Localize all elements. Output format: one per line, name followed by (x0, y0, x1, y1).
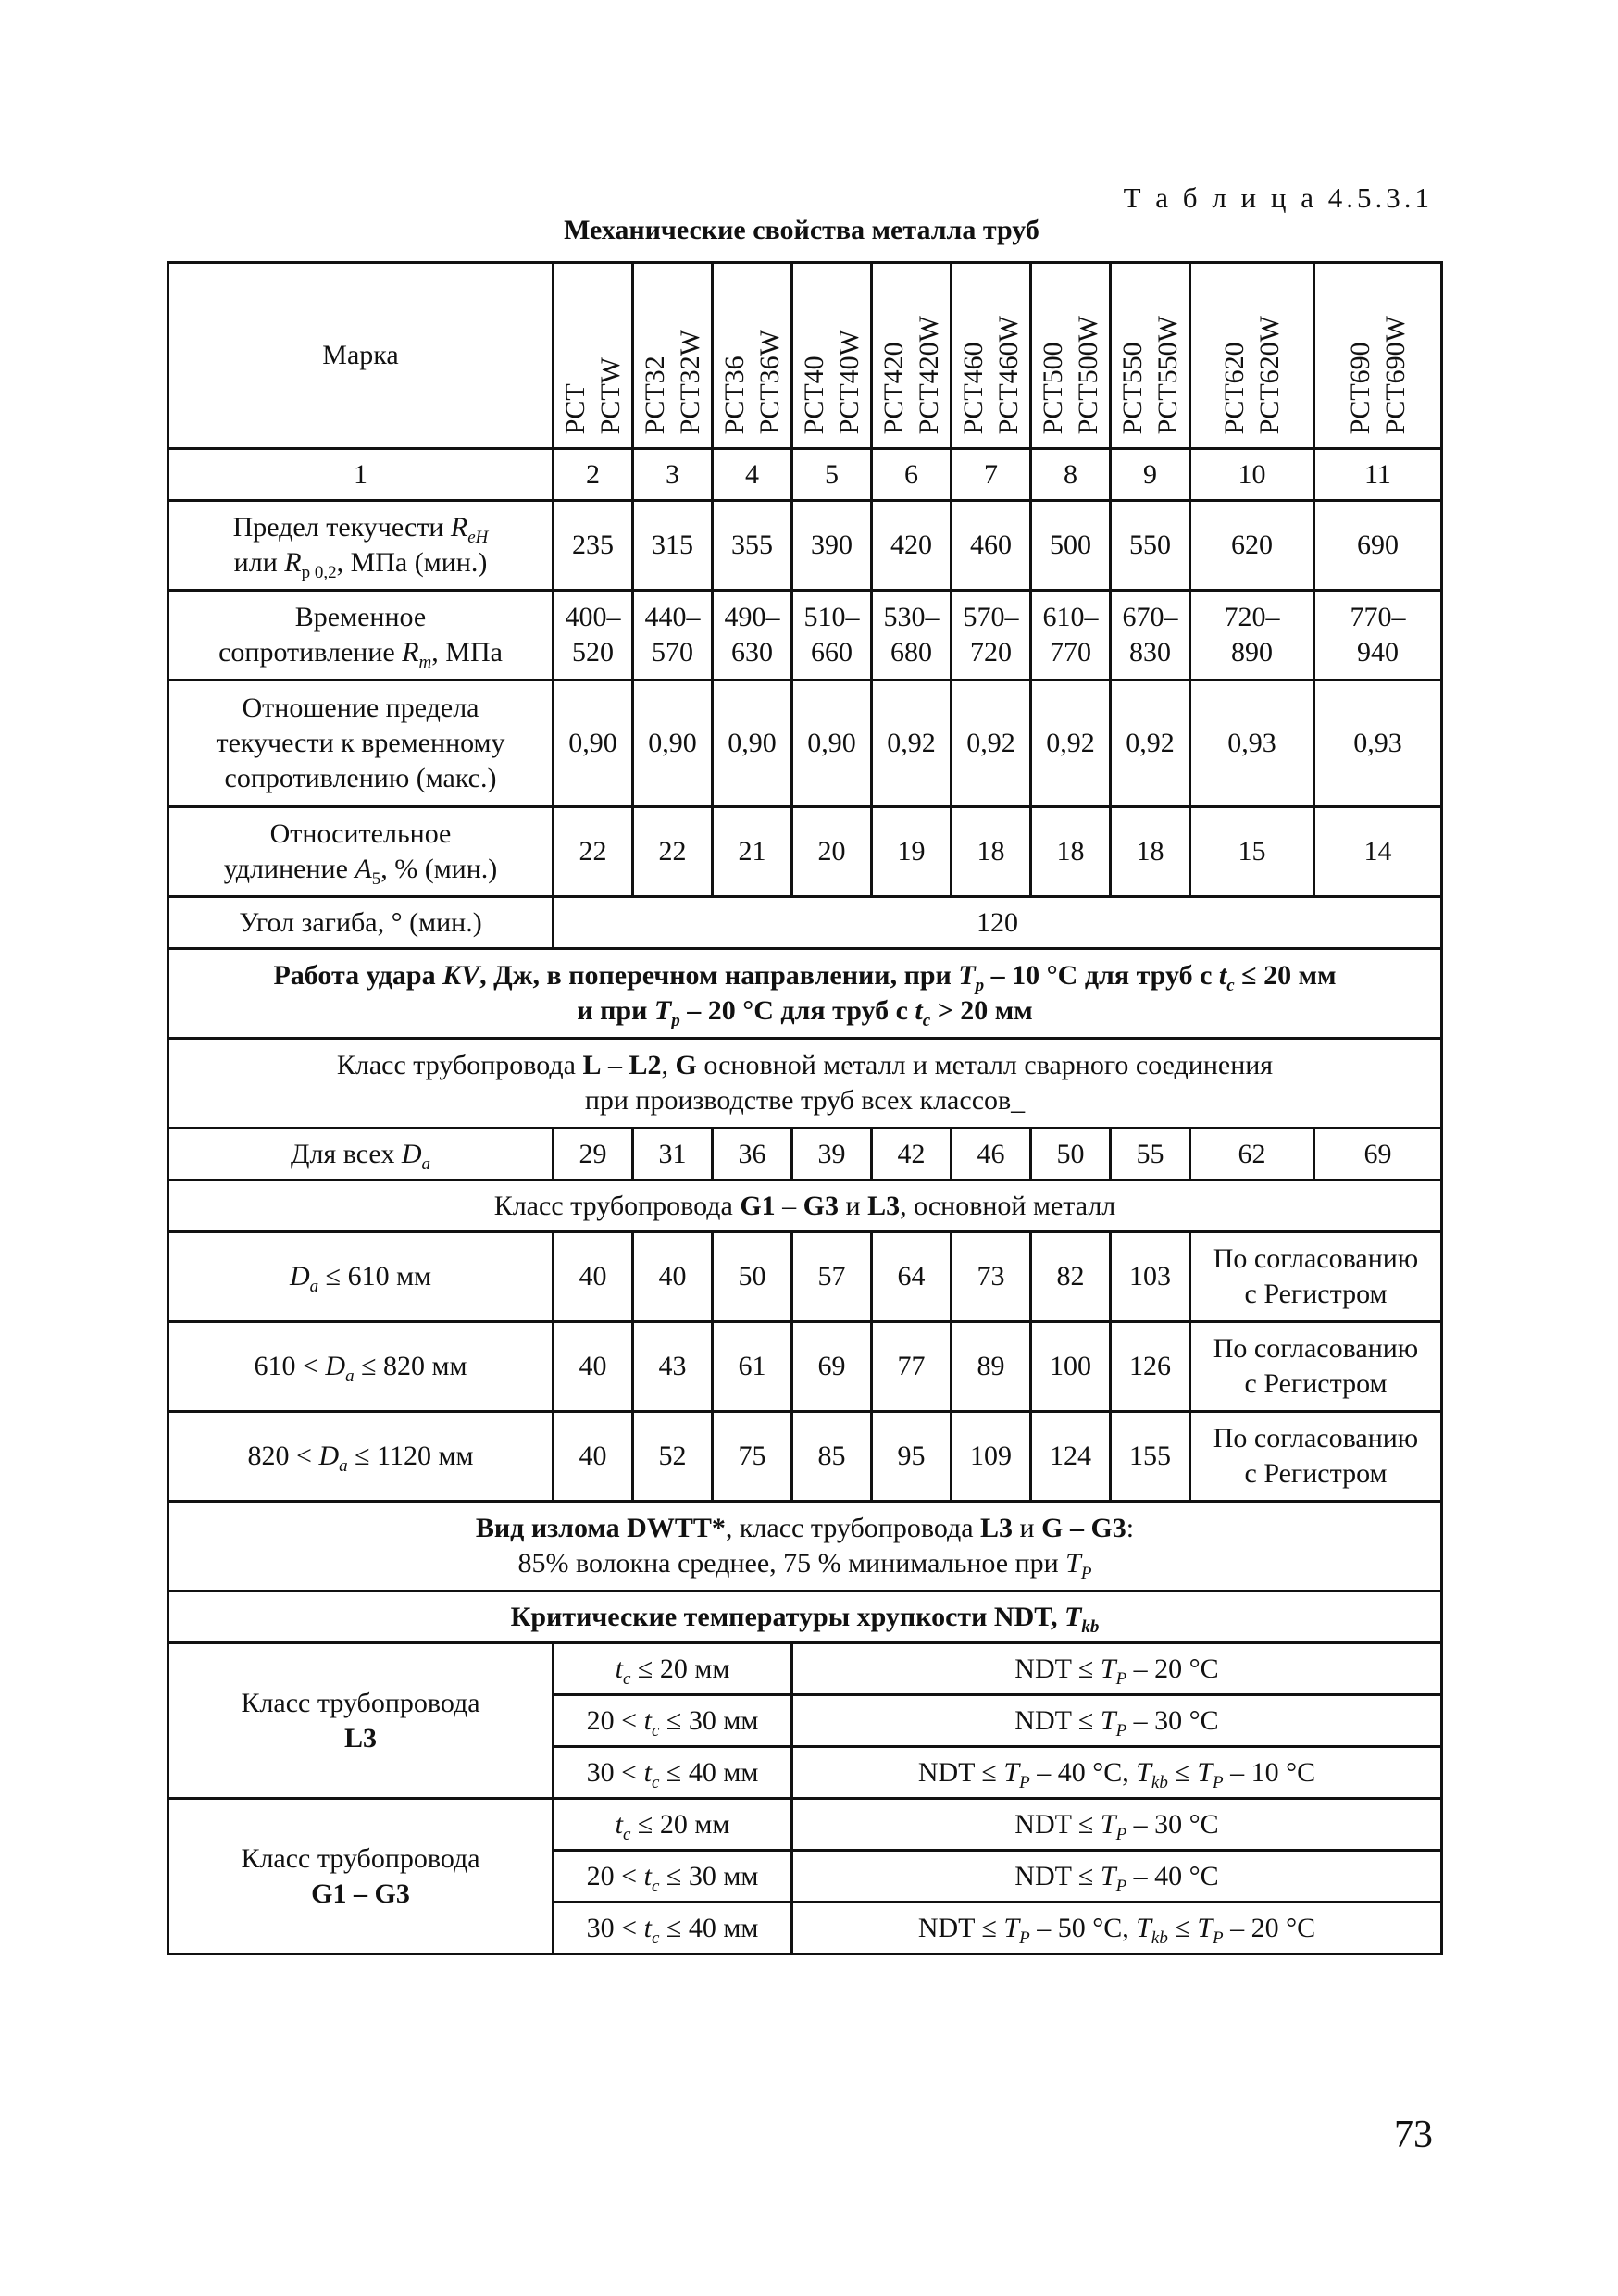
yield-value: 235 (554, 501, 633, 591)
grade-header: PCT40 PCT40W (792, 263, 872, 449)
column-number: 3 (633, 449, 713, 501)
thickness-range: $30 < t_c \le 40$ мм (554, 1903, 792, 1954)
impact-value: 85 (792, 1412, 872, 1502)
impact-header: Работа удара KV, Дж, в поперечном направлении, при $T_p - 10$ °C для труб с $t_c \le 20$ мм и при $T_p - 20$ °C для труб с $t_c > 20$ мм (168, 949, 1442, 1039)
ndt-header-row (168, 1591, 1442, 1643)
ndt-class-label: Класс трубопровода G1 – G3 (168, 1799, 554, 1954)
yield-value: 420 (872, 501, 952, 591)
impact-value: 40 (633, 1232, 713, 1322)
elongation-value: 20 (792, 807, 872, 897)
diameter-row (168, 1232, 1442, 1322)
grade-header: PCT460 PCT460W (952, 263, 1031, 449)
impact-value: 73 (952, 1232, 1031, 1322)
column-number: 11 (1314, 449, 1442, 501)
tensile-range: 610– 770 (1031, 591, 1111, 680)
impact-value: 64 (872, 1232, 952, 1322)
ndt-requirement: NDT ≤ $T_P - 40$ °C, $T_{kb} \le T_P - 10$ °C (792, 1747, 1442, 1799)
ndt-header: Критические температуры хрупкости NDT, $T_{kb}$ (168, 1591, 1442, 1643)
elongation-value: 19 (872, 807, 952, 897)
grade-header: PCT PCTW (554, 263, 633, 449)
grade-header: PCT32 PCT32W (633, 263, 713, 449)
grade-header: PCT500 PCT500W (1031, 263, 1111, 449)
grade-header: PCT690 PCT690W (1314, 263, 1442, 449)
tensile-strength-row (168, 591, 1442, 680)
bend-angle-value: 120 (554, 897, 1442, 949)
marka-header: Марка (168, 263, 554, 449)
impact-value: 82 (1031, 1232, 1111, 1322)
tensile-strength-label: Временное сопротивление $R_m$, МПа (168, 591, 554, 680)
column-number: 5 (792, 449, 872, 501)
ratio-value: 0,93 (1190, 680, 1314, 807)
impact-value: 52 (633, 1412, 713, 1502)
agreement-note: По согласованию с Регистром (1190, 1412, 1442, 1502)
bend-angle-row (168, 897, 1442, 949)
column-number: 7 (952, 449, 1031, 501)
ndt-row (168, 1643, 1442, 1695)
class-g-caption: Класс трубопровода G1 – G3 и L3, основной металл (168, 1180, 1442, 1232)
header-row (168, 263, 1442, 449)
diameter-row (168, 1322, 1442, 1412)
elongation-label: Относительное удлинение $A_5$, % (мин.) (168, 807, 554, 897)
bend-angle-label: Угол загиба, ° (мин.) (168, 897, 554, 949)
impact-value: 69 (1314, 1129, 1442, 1180)
yield-value: 355 (713, 501, 792, 591)
impact-header-row (168, 949, 1442, 1039)
thickness-range: $t_c \le 20$ мм (554, 1799, 792, 1851)
impact-value: 50 (713, 1232, 792, 1322)
elongation-value: 21 (713, 807, 792, 897)
yield-strength-row (168, 501, 1442, 591)
impact-value: 100 (1031, 1322, 1111, 1412)
mechanical-properties-table (167, 261, 1443, 1955)
ratio-value: 0,92 (872, 680, 952, 807)
ndt-requirement: NDT ≤ $T_P - 30$ °C (792, 1799, 1442, 1851)
impact-value: 31 (633, 1129, 713, 1180)
ratio-value: 0,90 (792, 680, 872, 807)
yield-value: 460 (952, 501, 1031, 591)
ndt-requirement: NDT ≤ $T_P - 20$ °C (792, 1643, 1442, 1695)
ndt-class-label: Класс трубопровода L3 (168, 1643, 554, 1799)
impact-value: 62 (1190, 1129, 1314, 1180)
tensile-range: 530– 680 (872, 591, 952, 680)
yield-strength-label: Предел текучести $R_{eH}$ или $R_{p 0,2}$, МПа (мин.) (168, 501, 554, 591)
tensile-range: 490– 630 (713, 591, 792, 680)
thickness-range: $20 < t_c \le 30$ мм (554, 1851, 792, 1903)
elongation-value: 14 (1314, 807, 1442, 897)
column-number: 10 (1190, 449, 1314, 501)
dwtt-caption: Вид излома DWTT*, класс трубопровода L3 и G – G3: 85% волокна среднее, 75 % минимальное при $T_P$ (168, 1502, 1442, 1591)
grade-header: PCT550 PCT550W (1111, 263, 1190, 449)
thickness-range: $t_c \le 20$ мм (554, 1643, 792, 1695)
impact-value: 43 (633, 1322, 713, 1412)
ndt-requirement: NDT ≤ $T_P - 40$ °C (792, 1851, 1442, 1903)
column-number: 6 (872, 449, 952, 501)
impact-value: 77 (872, 1322, 952, 1412)
column-number: 2 (554, 449, 633, 501)
column-number: 9 (1111, 449, 1190, 501)
tensile-range: 400– 520 (554, 591, 633, 680)
yield-value: 620 (1190, 501, 1314, 591)
impact-value: 109 (952, 1412, 1031, 1502)
impact-value: 124 (1031, 1412, 1111, 1502)
impact-value: 103 (1111, 1232, 1190, 1322)
yield-value: 690 (1314, 501, 1442, 591)
elongation-value: 18 (1031, 807, 1111, 897)
ndt-requirement: NDT ≤ $T_P - 30$ °C (792, 1695, 1442, 1747)
impact-value: 39 (792, 1129, 872, 1180)
tensile-range: 510– 660 (792, 591, 872, 680)
ratio-value: 0,92 (952, 680, 1031, 807)
all-diameters-label: Для всех $D_a$ (168, 1129, 554, 1180)
agreement-note: По согласованию с Регистром (1190, 1322, 1442, 1412)
impact-value: 36 (713, 1129, 792, 1180)
impact-value: 95 (872, 1412, 952, 1502)
impact-value: 42 (872, 1129, 952, 1180)
impact-value: 29 (554, 1129, 633, 1180)
ratio-value: 0,93 (1314, 680, 1442, 807)
impact-value: 55 (1111, 1129, 1190, 1180)
diameter-range-label: $610 < D_a \le 820$ мм (168, 1322, 554, 1412)
diameter-row (168, 1412, 1442, 1502)
impact-value: 155 (1111, 1412, 1190, 1502)
grade-header: PCT36 PCT36W (713, 263, 792, 449)
elongation-row (168, 807, 1442, 897)
grade-header: PCT620 PCT620W (1190, 263, 1314, 449)
elongation-value: 18 (1111, 807, 1190, 897)
impact-value: 126 (1111, 1322, 1190, 1412)
class-l-row (168, 1039, 1442, 1129)
column-number: 4 (713, 449, 792, 501)
thickness-range: $30 < t_c \le 40$ мм (554, 1747, 792, 1799)
grade-header: PCT420 PCT420W (872, 263, 952, 449)
ratio-label: Отношение предела текучести к временному сопротивлению (макс.) (168, 680, 554, 807)
impact-value: 50 (1031, 1129, 1111, 1180)
diameter-range-label: $D_a \le 610$ мм (168, 1232, 554, 1322)
ratio-value: 0,90 (633, 680, 713, 807)
ndt-row (168, 1799, 1442, 1851)
impact-value: 57 (792, 1232, 872, 1322)
page-number: 73 (1394, 2114, 1433, 2156)
ratio-value: 0,92 (1111, 680, 1190, 807)
elongation-value: 18 (952, 807, 1031, 897)
class-l-caption: Класс трубопровода L – L2, G основной металл и металл сварного соединения при производстве труб всех классов_ (168, 1039, 1442, 1129)
agreement-note: По согласованию с Регистром (1190, 1232, 1442, 1322)
table-number: Т а б л и ц а 4.5.3.1 (1123, 181, 1433, 214)
column-number: 1 (168, 449, 554, 501)
column-number-row (168, 449, 1442, 501)
all-diameters-row (168, 1129, 1442, 1180)
impact-value: 89 (952, 1322, 1031, 1412)
impact-value: 46 (952, 1129, 1031, 1180)
elongation-value: 22 (554, 807, 633, 897)
impact-value: 61 (713, 1322, 792, 1412)
ratio-value: 0,92 (1031, 680, 1111, 807)
yield-value: 315 (633, 501, 713, 591)
ratio-value: 0,90 (554, 680, 633, 807)
ratio-row (168, 680, 1442, 807)
impact-value: 40 (554, 1232, 633, 1322)
yield-value: 500 (1031, 501, 1111, 591)
impact-value: 75 (713, 1412, 792, 1502)
thickness-range: $20 < t_c \le 30$ мм (554, 1695, 792, 1747)
dwtt-row (168, 1502, 1442, 1591)
impact-value: 69 (792, 1322, 872, 1412)
table-title: Механические свойства металла труб (564, 215, 1039, 245)
class-g-row (168, 1180, 1442, 1232)
ratio-value: 0,90 (713, 680, 792, 807)
ndt-requirement: NDT ≤ $T_P - 50$ °C, $T_{kb} \le T_P - 20$ °C (792, 1903, 1442, 1954)
diameter-range-label: $820 < D_a \le 1120$ мм (168, 1412, 554, 1502)
yield-value: 390 (792, 501, 872, 591)
tensile-range: 440– 570 (633, 591, 713, 680)
impact-value: 40 (554, 1412, 633, 1502)
column-number: 8 (1031, 449, 1111, 501)
yield-value: 550 (1111, 501, 1190, 591)
tensile-range: 570– 720 (952, 591, 1031, 680)
impact-value: 40 (554, 1322, 633, 1412)
tensile-range: 720– 890 (1190, 591, 1314, 680)
tensile-range: 770– 940 (1314, 591, 1442, 680)
elongation-value: 15 (1190, 807, 1314, 897)
elongation-value: 22 (633, 807, 713, 897)
tensile-range: 670– 830 (1111, 591, 1190, 680)
